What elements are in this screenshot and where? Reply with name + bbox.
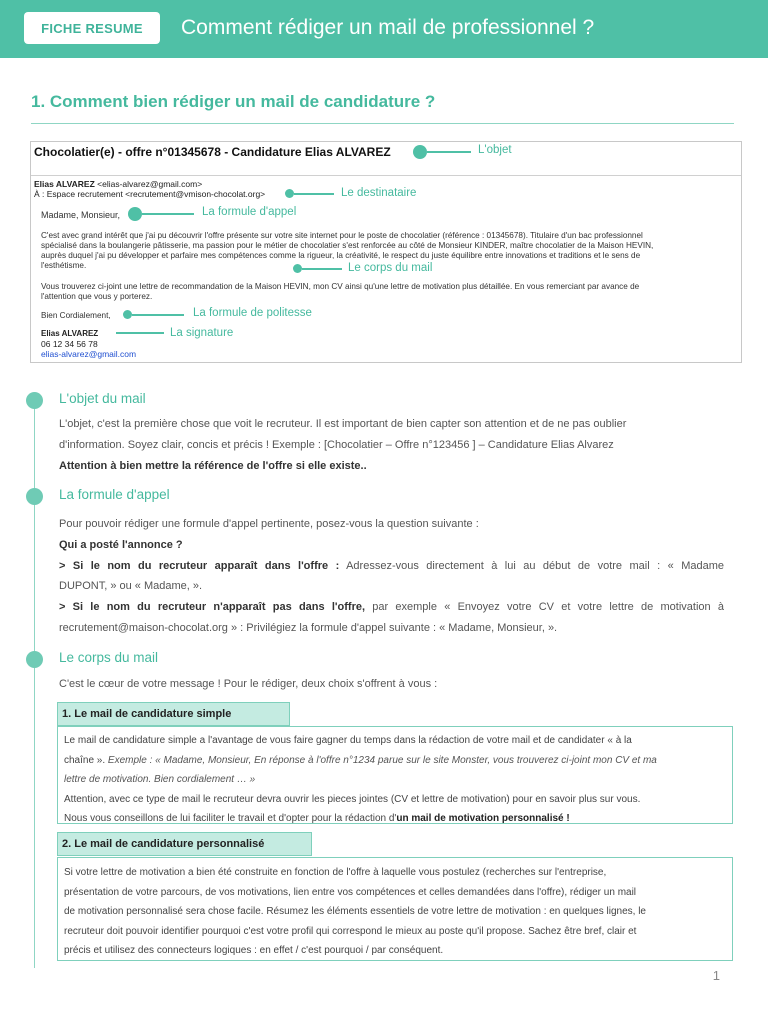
formule-appel-paragraph: [59, 514, 724, 639]
box-line: [64, 770, 726, 790]
email-signature-name: Elias ALVAREZ: [41, 329, 99, 338]
subsection-heading-corps: Le corps du mail: [59, 650, 159, 665]
box-text: chaîne ».: [64, 754, 108, 766]
email-closing: Bien Cordialement,: [41, 311, 111, 320]
paragraph-line: Pour pouvoir rédiger une formule d'appel pertinente, posez-vous la question suivante :: [59, 518, 479, 530]
email-body-line: l'attention que vous y porterez.: [41, 292, 153, 301]
timeline-dot: [26, 651, 43, 668]
box-line: [64, 751, 726, 771]
subsection-heading-formule-appel: La formule d'appel: [59, 487, 170, 502]
box-line: Le mail de candidature simple a l'avantage de vous faire gagner du temps dans la rédaction de votre mail et de candidater « à la: [64, 735, 632, 746]
case2-bold: > Si le nom du recruteur n'apparaît pas dans l'offre,: [59, 601, 366, 614]
tab-candidature-simple: 1. Le mail de candidature simple: [57, 702, 290, 726]
annotation-dot-corps: [293, 264, 302, 273]
annotation-dot-formule-appel: [128, 207, 142, 221]
email-body-line: auprès duquel j'ai pu développer et parfaire mes compétences comme la rigueur, la créativité, le respect du juste équilibre entre innovations et traditions et le sens de: [41, 251, 641, 260]
objet-warning: Attention à bien mettre la référence de l'offre si elle existe..: [59, 459, 367, 472]
header-banner: [0, 0, 768, 58]
annotation-signature: La signature: [170, 327, 234, 339]
email-signature-phone: 06 12 34 56 78: [41, 339, 98, 349]
annotation-line-destinataire: [294, 193, 334, 195]
email-body-line: l'esthétisme.: [41, 261, 87, 270]
annotation-line-formule-appel: [142, 213, 194, 215]
annotation-dot-objet: [413, 145, 427, 159]
annotation-politesse: La formule de politesse: [193, 307, 312, 319]
box-example: lettre de motivation. Bien cordialement … »: [64, 774, 256, 785]
annotation-line-signature: [116, 332, 164, 334]
paragraph-line: DUPONT, » ou « Madame, ».: [59, 580, 203, 593]
fiche-resume-badge: FICHE RESUME: [24, 12, 160, 44]
box-line: de motivation personnalisé sera chose facile. Résumez les éléments essentiels de votre lettre de motivation : en quelques lignes, le: [64, 906, 646, 917]
annotation-line-objet: [427, 151, 471, 153]
box-example: Exemple : « Madame, Monsieur, En réponse à l'offre n°1234 parue sur le site Monster, vous trouverez ci-joint mon CV et ma: [107, 754, 657, 766]
email-body-line: C'est avec grand intérêt que j'ai pu découvrir l'offre présente sur votre site internet pour le poste de chocolatier (référence : 01345678). Titulaire d'un bac professionnel: [41, 231, 643, 240]
annotation-dot-politesse: [123, 310, 132, 319]
box-candidature-simple: [57, 726, 733, 824]
annotation-line-politesse: [132, 314, 184, 316]
email-to: À : Espace recrutement <recrutement@vmison-chocolat.org>: [34, 189, 266, 199]
objet-paragraph: [59, 414, 724, 476]
sample-email: [30, 141, 742, 363]
annotation-objet: L'objet: [478, 144, 512, 156]
paragraph-line: recrutement@maison-chocolat.org » : Privilégiez la formule d'appel suivante : « Madame, Monsieur, ».: [59, 621, 558, 634]
box-line: précis et utilisez des connecteurs logiques : en effet / c'est pourquoi / par conséquent.: [64, 945, 444, 956]
subsection-heading-objet: L'objet du mail: [59, 391, 146, 406]
email-header-separator: [31, 175, 741, 176]
email-from: [34, 179, 202, 189]
box-text: Nous vous conseillons de lui faciliter le travail et d'opter pour la rédaction d': [64, 813, 397, 824]
email-greeting: Madame, Monsieur,: [41, 210, 121, 220]
annotation-formule-appel: La formule d'appel: [202, 206, 297, 218]
box-emphasis: un mail de motivation personnalisé !: [396, 813, 570, 824]
annotation-corps: Le corps du mail: [348, 262, 433, 274]
box-line: présentation de votre parcours, de vos motivations, lien entre vos compétences et celles demandées dans l'offre), rédiger un mail: [64, 886, 637, 898]
tab-candidature-personnalise: 2. Le mail de candidature personnalisé: [57, 832, 312, 856]
case1-text: Adressez-vous directement à lui au début de votre mail : « Madame: [339, 559, 724, 572]
email-body-line: Vous trouverez ci-joint une lettre de recommandation de la Maison HEVIN, mon CV ainsi qu'une lettre de motivation plus détaillée. En vous remerciant par avance de: [41, 282, 640, 291]
annotation-line-corps: [302, 268, 342, 270]
box-line: [64, 809, 726, 829]
case2-line: [59, 597, 724, 618]
email-from-address: <elias-alvarez@gmail.com>: [97, 179, 203, 189]
email-from-name: Elias ALVAREZ: [34, 179, 95, 189]
email-body-line: spécialisé dans la boulangerie pâtisserie, ma passion pour le métier de chocolatier s'est renforcée au côté de Monsieur KINDER, maître chocolatier de la Maison HEVIN,: [41, 241, 654, 250]
section-divider: [31, 123, 734, 124]
box-line: Si votre lettre de motivation a bien été construite en fonction de l'offre à laquelle vous postulez (recherches sur l'entreprise,: [64, 867, 607, 878]
annotation-dot-destinataire: [285, 189, 294, 198]
timeline-line: [34, 400, 35, 968]
box-line: recruteur doit pouvoir identifier pourquoi c'est votre profil qui correspond le mieux au poste qu'il propose. Sachez être bref, clair et: [64, 925, 637, 937]
page-title: Comment rédiger un mail de professionnel ?: [181, 16, 595, 39]
case1-bold: > Si le nom du recruteur apparaît dans l'offre :: [59, 559, 340, 572]
case2-text: par exemple « Envoyez votre CV et votre lettre de motivation à: [365, 601, 724, 614]
timeline-dot: [26, 392, 43, 409]
annotation-destinataire: Le destinataire: [341, 187, 417, 199]
timeline-dot: [26, 488, 43, 505]
paragraph-line: d'information. Soyez clair, concis et précis ! Exemple : [Chocolatier – Offre n°123456 ] – Candidature Elias Alvarez: [59, 438, 614, 451]
page-number: 1: [712, 968, 720, 983]
email-subject: Chocolatier(e) - offre n°01345678 - Candidature Elias ALVAREZ: [34, 145, 391, 159]
email-signature-email: elias-alvarez@gmail.com: [41, 349, 137, 359]
corps-intro: C'est le cœur de votre message ! Pour le rédiger, deux choix s'offrent à vous :: [59, 678, 438, 690]
box-line: Attention, avec ce type de mail le recruteur devra ouvrir les pieces jointes (CV et lettre de motivation) pour en savoir plus sur vous.: [64, 793, 641, 805]
paragraph-line: L'objet, c'est la première chose que voit le recruteur. Il est important de bien capter son attention et de ne pas oublier: [59, 418, 627, 430]
box-candidature-personnalise: [57, 857, 733, 961]
case1-line: [59, 556, 724, 577]
section-title: 1. Comment bien rédiger un mail de candidature ?: [31, 92, 436, 111]
question-line: Qui a posté l'annonce ?: [59, 538, 183, 551]
